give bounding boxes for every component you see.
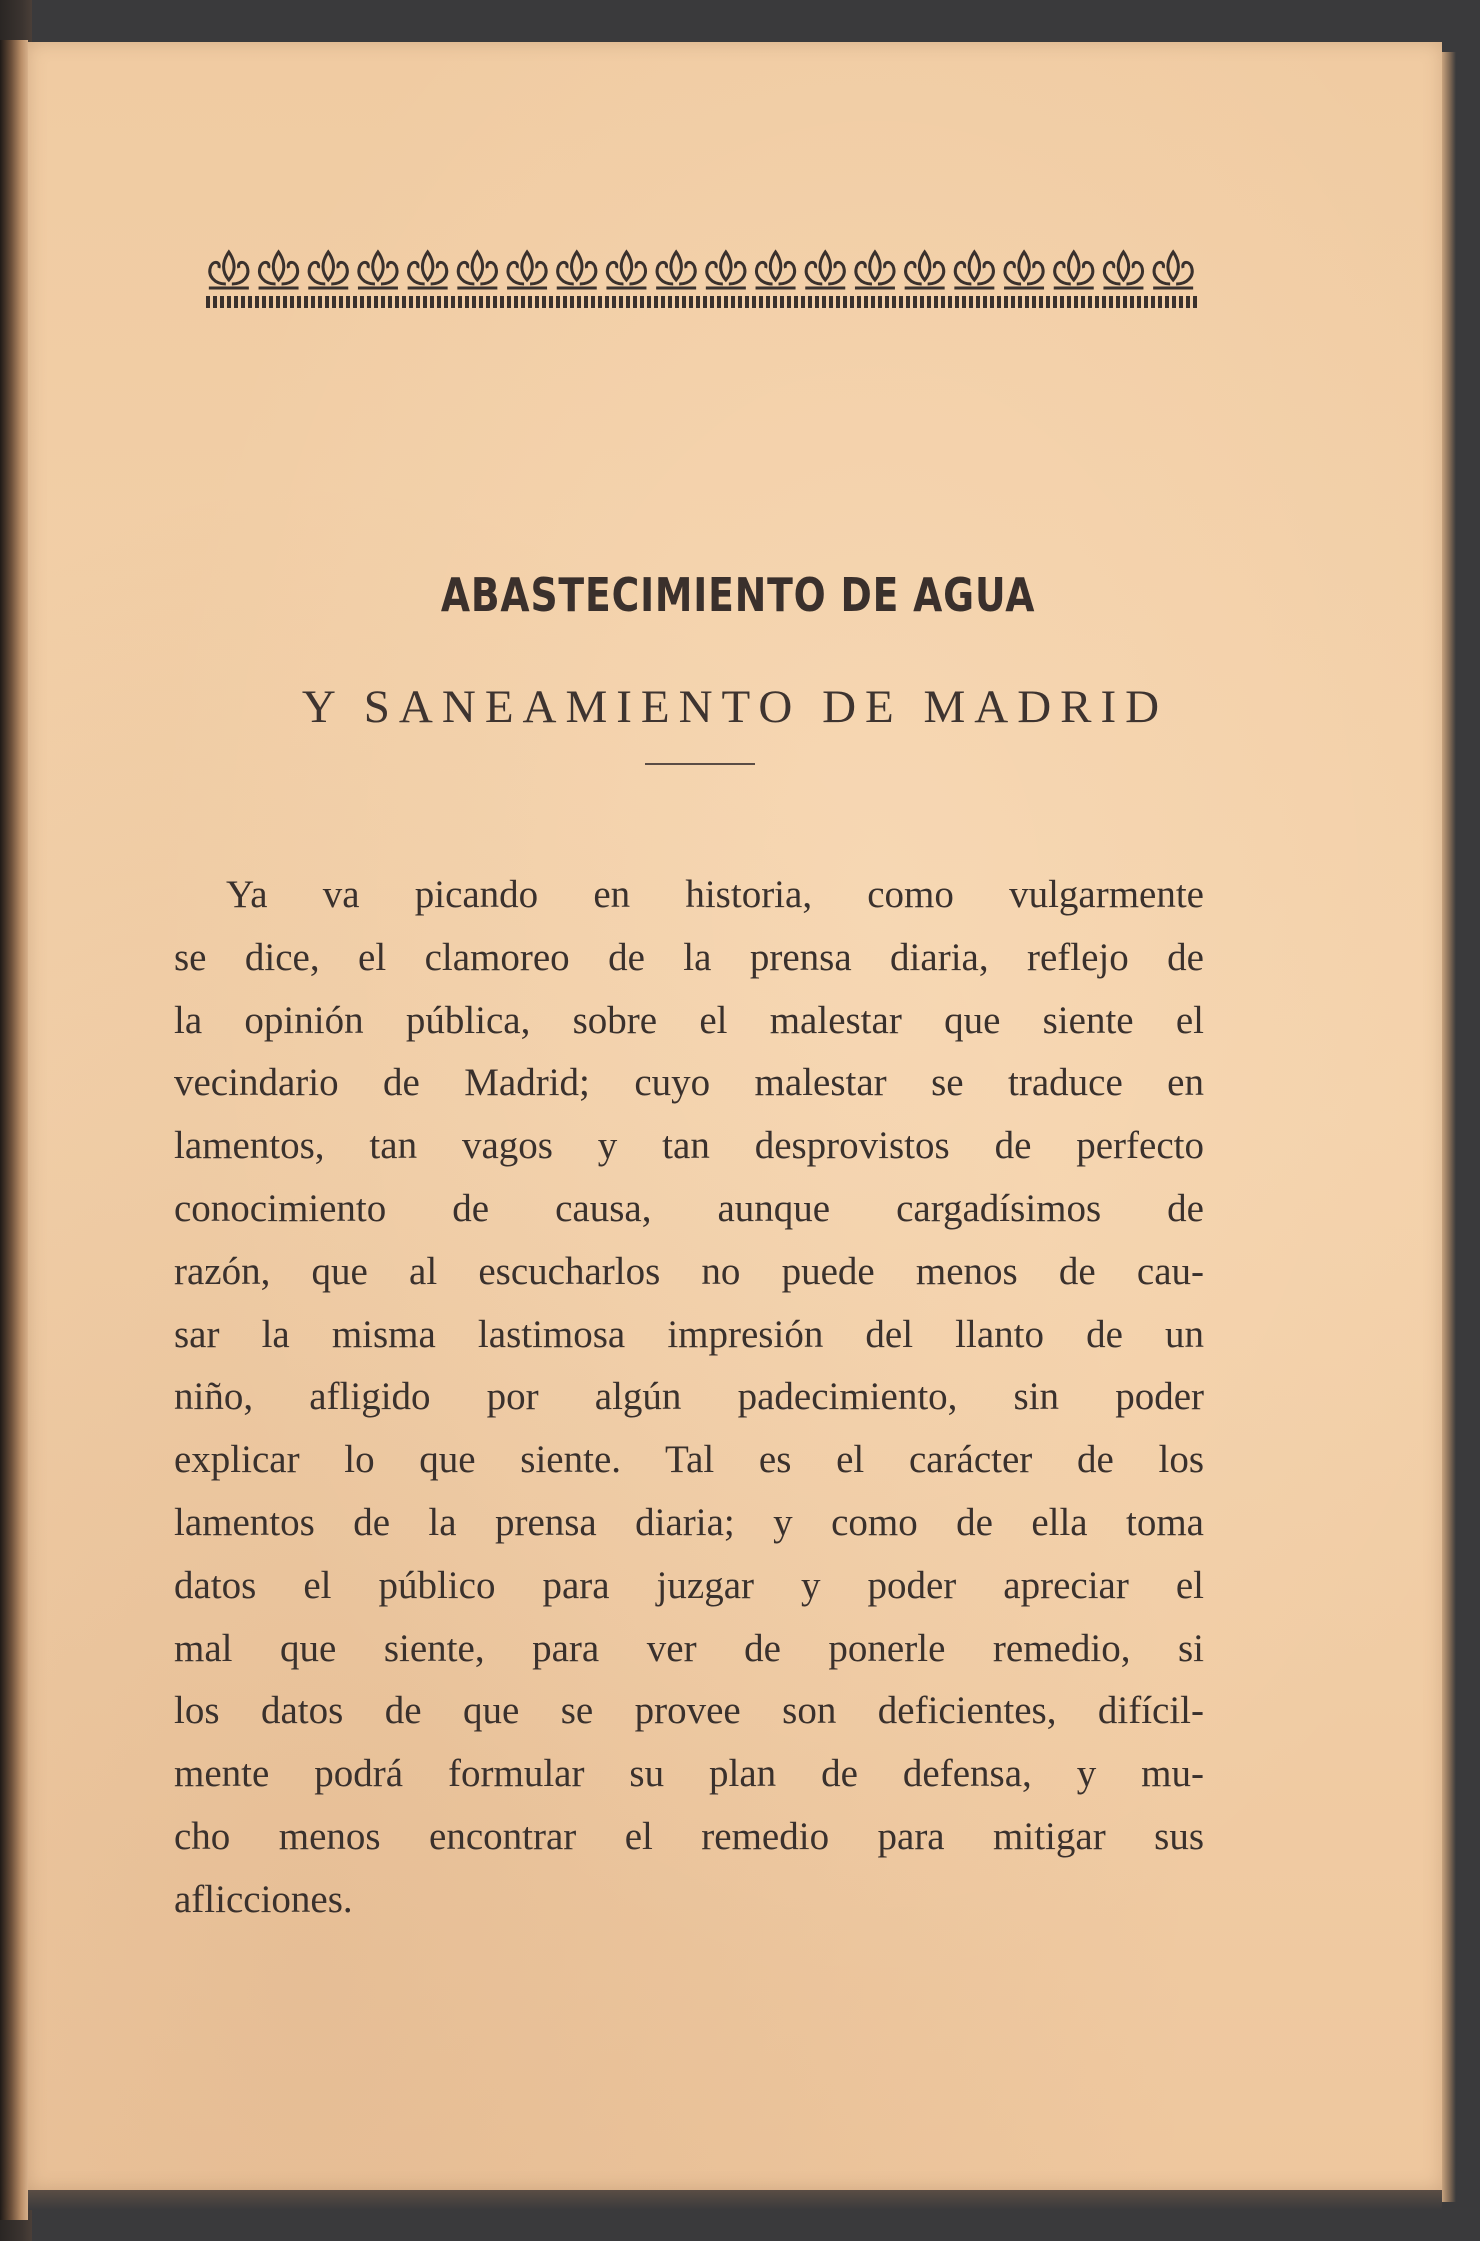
text-line: explicar lo que siente. Tal es el carácter de los (174, 1438, 1204, 1482)
text-line: lamentos de la prensa diaria; y como de ella toma (174, 1500, 1204, 1544)
text-line: sar la misma lastimosa impresión del llanto de un (174, 1312, 1204, 1356)
book-spine-edge (0, 40, 28, 2220)
text-line: razón, que al escucharlos no puede menos de cau- (174, 1249, 1204, 1293)
page-bottom-shadow (28, 2190, 1442, 2210)
text-line: se dice, el clamoreo de la prensa diaria, reflejo de (174, 935, 1204, 979)
text-line: lamentos, tan vagos y tan desprovistos de perfecto (174, 1124, 1204, 1168)
text-line: cho menos encontrar el remedio para mitigar sus (174, 1814, 1204, 1858)
book-page (28, 42, 1442, 2190)
text-line: Ya va picando en historia, como vulgarmente (226, 873, 1204, 916)
text-line: conocimiento de causa, aunque cargadísimos de (174, 1186, 1204, 1230)
text-line: mente podrá formular su plan de defensa, y mu- (174, 1752, 1204, 1796)
title-divider (645, 763, 755, 765)
text-line: aflicciones. (174, 1877, 353, 1921)
text-line: niño, afligido por algún padecimiento, sin poder (174, 1375, 1204, 1419)
chapter-subtitle: Y SANEAMIENTO DE MADRID (301, 681, 1169, 733)
text-line: datos el público para juzgar y poder apreciar el (174, 1563, 1204, 1607)
text-line: la opinión pública, sobre el malestar que siente el (174, 998, 1204, 1042)
text-line: los datos de que se provee son deficientes, difícil- (174, 1689, 1204, 1733)
page-right-edge (1442, 52, 1456, 2202)
chapter-title: ABASTECIMIENTO DE AGUA (440, 568, 1036, 622)
text-line: vecindario de Madrid; cuyo malestar se traduce en (174, 1061, 1204, 1105)
body-text (174, 864, 1204, 1932)
text-line: mal que siente, para ver de ponerle remedio, si (174, 1626, 1204, 1670)
fleuron-border-icon (204, 248, 1198, 316)
